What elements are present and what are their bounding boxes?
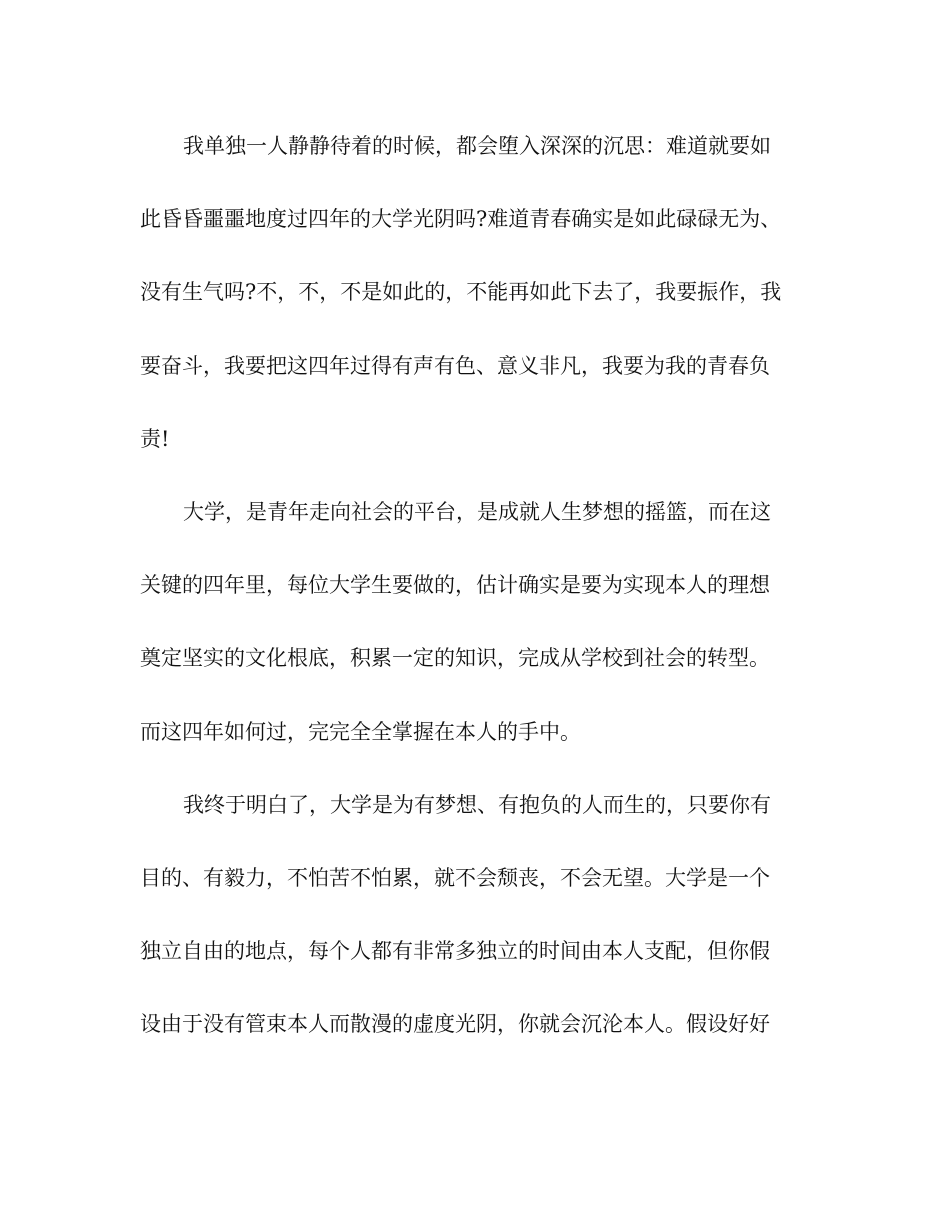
text-line: 大学，是青年走向社会的平台，是成就人生梦想的摇篮，而在这	[183, 499, 771, 524]
text-line: 而这四年如何过，完完全全掌握在本人的手中。	[140, 719, 581, 744]
text-line: 奠定坚实的文化根底，积累一定的知识，完成从学校到社会的转型。	[140, 646, 770, 671]
text-line: 此昏昏噩噩地度过四年的大学光阴吗?难道青春确实是如此碌碌无为、	[140, 207, 782, 232]
text-line: 没有生气吗?不，不，不是如此的，不能再如此下去了，我要振作，我	[140, 280, 782, 305]
text-line: 设由于没有管束本人而散漫的虚度光阴，你就会沉沦本人。假设好好	[140, 1012, 770, 1037]
paragraph	[140, 781, 810, 1049]
document-body	[140, 122, 810, 1073]
text-line: 责!	[140, 426, 170, 451]
paragraph	[140, 488, 810, 756]
text-line: 目的、有毅力，不怕苦不怕累，就不会颓丧，不会无望。大学是一个	[140, 865, 770, 890]
text-line: 独立自由的地点，每个人都有非常多独立的时间由本人支配，但你假	[140, 939, 770, 964]
text-line: 我终于明白了，大学是为有梦想、有抱负的人而生的，只要你有	[183, 792, 771, 817]
paragraph	[140, 122, 810, 463]
text-line: 关键的四年里，每位大学生要做的，估计确实是要为实现本人的理想	[140, 573, 770, 598]
text-line: 要奋斗，我要把这四年过得有声有色、意义非凡，我要为我的青春负	[140, 353, 770, 378]
text-line: 我单独一人静静待着的时候，都会堕入深深的沉思：难道就要如	[183, 134, 771, 158]
